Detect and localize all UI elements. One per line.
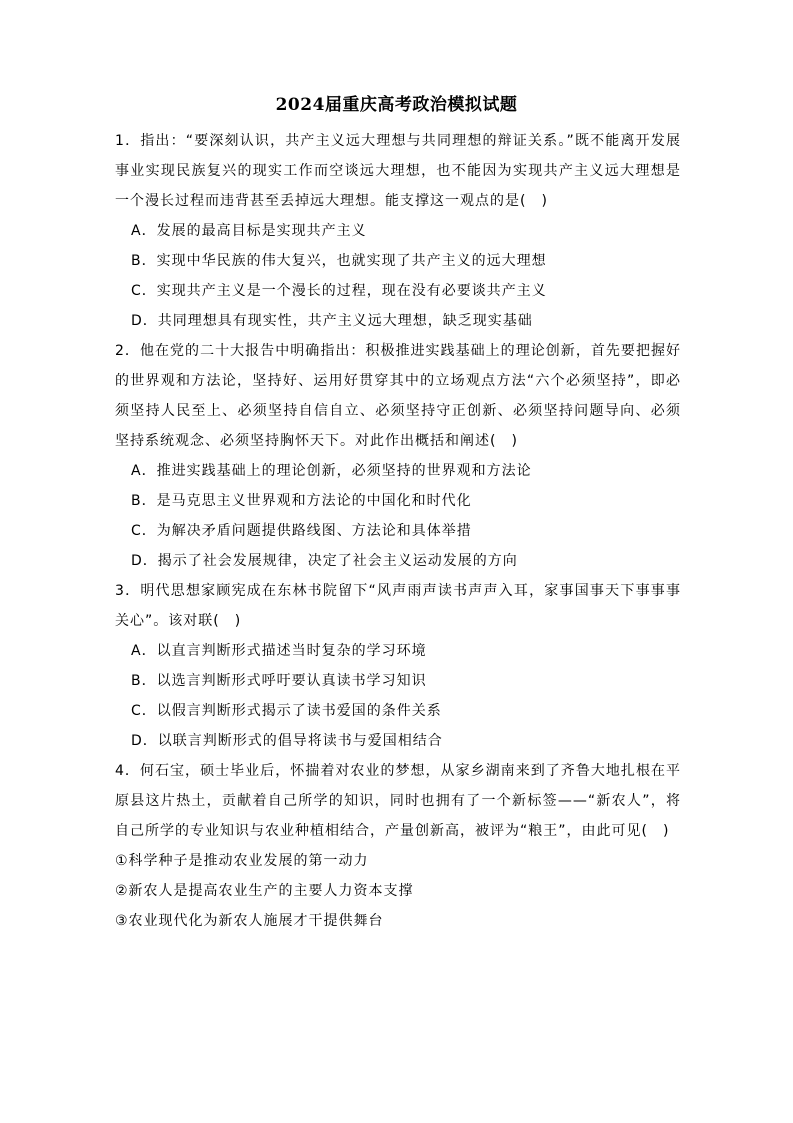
page-title: 2024届重庆高考政治模拟试题 — [275, 95, 518, 115]
option-a: A．推进实践基础上的理论创新，必须坚持的世界观和方法论 — [131, 463, 532, 479]
question-stem: 3．明代思想家顾宪成在东林书院留下“风声雨声读书声声入耳，家事国事天下事事事关心”。该对联( ) — [115, 583, 681, 629]
question-4 — [115, 756, 681, 936]
option-c: C．实现共产主义是一个漫长的过程，现在没有必要谈共产主义 — [131, 283, 547, 299]
option-b: B．是马克思主义世界观和方法论的中国化和时代化 — [131, 493, 472, 509]
statement-2: ②新农人是提高农业生产的主要人力资本支撑 — [115, 883, 414, 899]
question-list — [115, 126, 681, 936]
option-b: B．实现中华民族的伟大复兴，也就实现了共产主义的远大理想 — [131, 253, 547, 269]
option-b: B．以选言判断形式呼吁要认真读书学习知识 — [131, 673, 427, 689]
option-d: D．共同理想具有现实性，共产主义远大理想，缺乏现实基础 — [131, 313, 533, 329]
option-d: D．以联言判断形式的倡导将读书与爱国相结合 — [131, 733, 443, 749]
statement-1: ①科学种子是推动农业发展的第一动力 — [115, 853, 369, 869]
statement-3: ③农业现代化为新农人施展才干提供舞台 — [115, 913, 384, 929]
question-1 — [115, 126, 681, 336]
option-d: D．揭示了社会发展规律，决定了社会主义运动发展的方向 — [131, 553, 518, 569]
question-2 — [115, 336, 681, 576]
option-c: C．以假言判断形式揭示了读书爱国的条件关系 — [131, 703, 442, 719]
question-stem: 1．指出：“要深刻认识，共产主义远大理想与共同理想的辩证关系。”既不能离开发展事业实现民族复兴的现实工作而空谈远大理想，也不能因为实现共产主义远大理想是一个漫长过程而违背甚至丢掉远大理想。能支撑这一观点的是( ) — [115, 133, 681, 209]
question-stem: 2．他在党的二十大报告中明确指出：积极推进实践基础上的理论创新，首先要把握好的世界观和方法论，坚持好、运用好贯穿其中的立场观点方法“六个必须坚持”，即必须坚持人民至上、必须坚持自信自立、必须坚持守正创新、必须坚持问题导向、必须坚持系统观念、必须坚持胸怀天下。对此作出概括和阐述( ) — [115, 343, 681, 449]
option-a: A．发展的最高目标是实现共产主义 — [131, 223, 367, 239]
option-a: A．以直言判断形式描述当时复杂的学习环境 — [131, 643, 427, 659]
question-stem: 4．何石宝，硕士毕业后，怀揣着对农业的梦想，从家乡湖南来到了齐鲁大地扎根在平原县这片热土，贡献着自己所学的知识，同时也拥有了一个新标签——“新农人”，将自己所学的专业知识与农业种植相结合，产量创新高，被评为“粮王”，由此可见( ) — [115, 763, 681, 839]
option-c: C．为解决矛盾问题提供路线图、方法论和具体举措 — [131, 523, 472, 539]
question-3 — [115, 576, 681, 756]
